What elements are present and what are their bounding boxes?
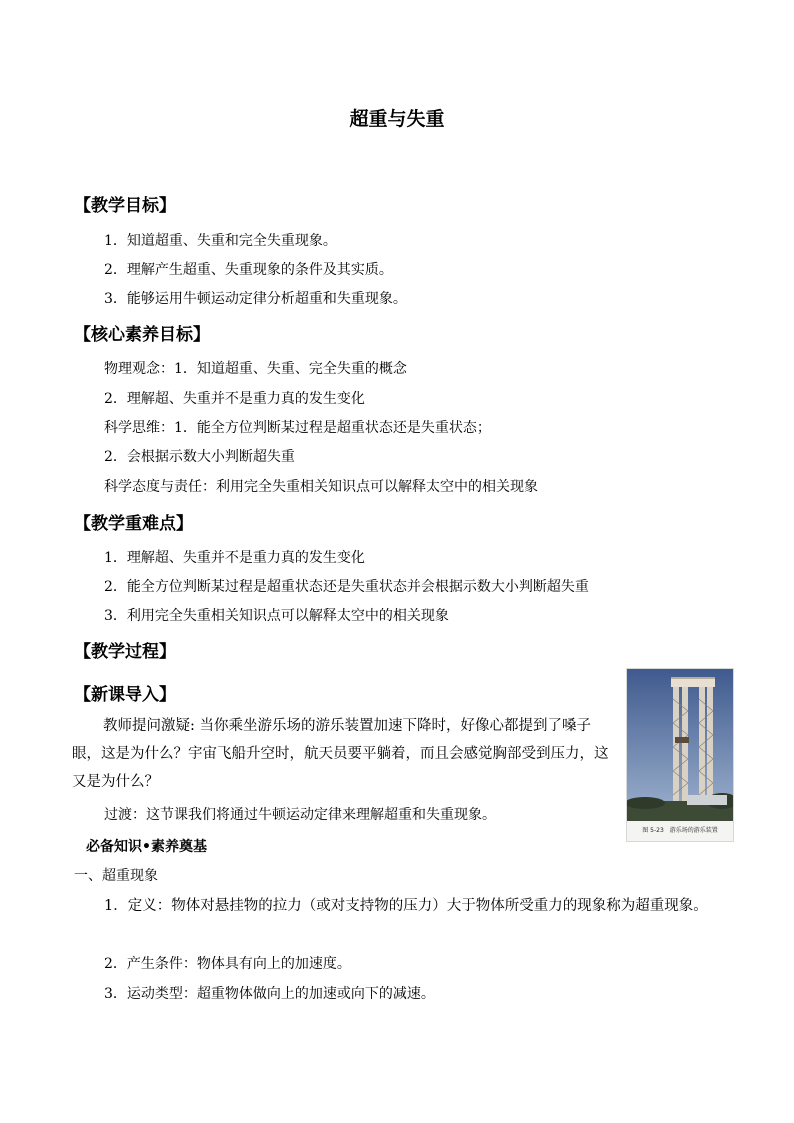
core-line: 科学思维：1．能全方位判断某过程是超重状态还是失重状态； xyxy=(104,420,491,436)
core-line: 2．会根据示数大小判断超失重 xyxy=(104,449,295,465)
figure-caption: 图 5-23 游乐场的游乐装置 xyxy=(642,827,718,834)
intro-paragraph: 教师提问激疑: 当你乘坐游乐场的游乐装置加速下降时，好像心都提到了嗓子眼，这是为什么？宇宙飞船升空时，航天员要平躺着，而且会感觉胸部受到压力，这又是为什么？ xyxy=(72,718,609,790)
goal-item: 2．理解产生超重、失重现象的条件及其实质。 xyxy=(104,262,393,278)
motion-line: 3．运动类型：超重物体做向上的加速或向下的减速。 xyxy=(104,986,435,1002)
key-item: 2．能全方位判断某过程是超重状态还是失重状态并会根据示数大小判断超失重 xyxy=(104,579,589,595)
goal-item: 3．能够运用牛顿运动定律分析超重和失重现象。 xyxy=(104,291,407,307)
goal-item: 1．知道超重、失重和完全失重现象。 xyxy=(104,233,337,249)
core-line: 科学态度与责任：利用完全失重相关知识点可以解释太空中的相关现象 xyxy=(104,479,538,495)
section-heading-goals: 【教学目标】 xyxy=(74,196,176,216)
key-item: 3．利用完全失重相关知识点可以解释太空中的相关现象 xyxy=(104,608,449,624)
drop-tower-photo xyxy=(627,669,733,821)
condition-line: 2．产生条件：物体具有向上的加速度。 xyxy=(104,956,351,972)
part-heading: 一、超重现象 xyxy=(74,868,158,884)
section-heading-core: 【核心素养目标】 xyxy=(74,325,210,345)
section-heading-process: 【教学过程】 xyxy=(74,642,176,662)
intro-transition: 过渡：这节课我们将通过牛顿运动定律来理解超重和失重现象。 xyxy=(104,807,496,823)
definition-paragraph: 1．定义：物体对悬挂物的拉力（或对支持物的压力）大于物体所受重力的现象称为超重现象。 xyxy=(104,898,708,914)
key-item: 1．理解超、失重并不是重力真的发生变化 xyxy=(104,550,365,566)
core-line: 2．理解超、失重并不是重力真的发生变化 xyxy=(104,391,365,407)
core-line: 物理观念：1．知道超重、失重、完全失重的概念 xyxy=(104,361,407,377)
section-heading-intro: 【新课导入】 xyxy=(74,685,176,705)
section-heading-key: 【教学重难点】 xyxy=(74,514,193,534)
page-title: 超重与失重 xyxy=(349,108,445,130)
subheading-basics: 必备知识•素养奠基 xyxy=(86,839,207,855)
amusement-ride-figure xyxy=(626,668,734,842)
